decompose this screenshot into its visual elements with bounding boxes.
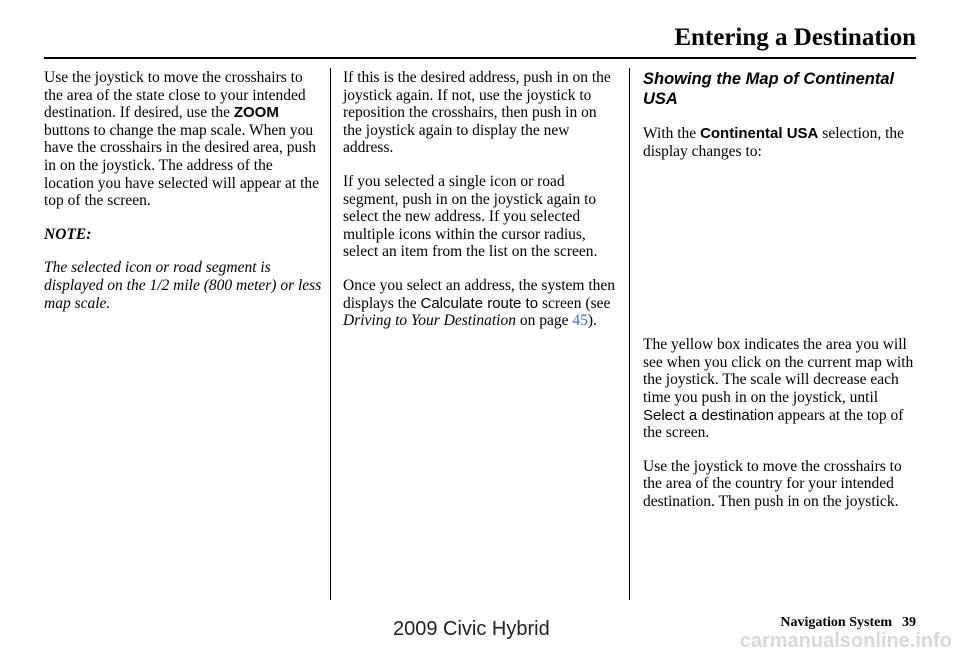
site-watermark: carmanualsonline.info: [739, 630, 952, 652]
calculate-route-paragraph: Once you select an address, the system then displays the Calculate route to screen (see Driving to Your Destination on page 45).: [343, 276, 616, 330]
section-heading: Showing the Map of Continental USA: [643, 70, 895, 108]
cross-reference: Driving to Your Destination: [343, 312, 516, 330]
continental-usa-paragraph: With the Continental USA selection, the display changes to:: [643, 125, 905, 160]
move-crosshairs-paragraph: Use the joystick to move the crosshairs to the area of the country for your intended destination. Then push in on the joystick.: [643, 457, 902, 510]
column-divider-1: [330, 68, 331, 600]
note-label: NOTE:: [44, 225, 92, 243]
calculate-route-screen-name: Calculate route to: [420, 294, 539, 312]
page-footer: [780, 615, 916, 631]
yellow-box-paragraph: The yellow box indicates the area you will see when you click on the current map with the joystick. The scale will decrease each time you push in on the joystick, until Select a destination appears at the top of the screen.: [643, 336, 914, 442]
page-title: Entering a Destination: [674, 24, 916, 51]
footer-section-name: Navigation System: [780, 615, 892, 630]
continental-usa-selection: Continental USA: [700, 125, 819, 142]
zoom-button-name: ZOOM: [233, 104, 279, 122]
model-watermark: 2009 Civic Hybrid: [393, 618, 550, 640]
header-rule: [44, 57, 916, 59]
map-image-placeholder: [643, 176, 919, 336]
intro-paragraph: Use the joystick to move the crosshairs to the area of the state close to your intended destination. If desired, use the ZOOM buttons to change the map scale. When you have the crosshairs in the desired area, push in on the joystick. The address of the location you have selected will appear at the top of the screen.: [44, 69, 320, 210]
select-icon-paragraph: If you selected a single icon or road segment, push in on the joystick again to select the new address. If you selected multiple icons within the cursor radius, select an item from the list on the screen.: [343, 172, 598, 261]
column-middle: [343, 69, 619, 346]
column-left: [44, 69, 322, 328]
note-text: The selected icon or road segment is displayed on the 1/2 mile (800 meter) or less map scale.: [44, 259, 322, 312]
page-number: 39: [902, 615, 916, 630]
select-destination-screen-name: Select a destination: [643, 406, 774, 424]
page-link-45[interactable]: 45: [572, 312, 588, 330]
column-divider-2: [629, 68, 630, 600]
confirm-address-paragraph: If this is the desired address, push in on the joystick again. If not, use the joystick to reposition the crosshairs, then push in on the joystick again to display the new address.: [343, 69, 611, 157]
column-right: [643, 69, 919, 527]
